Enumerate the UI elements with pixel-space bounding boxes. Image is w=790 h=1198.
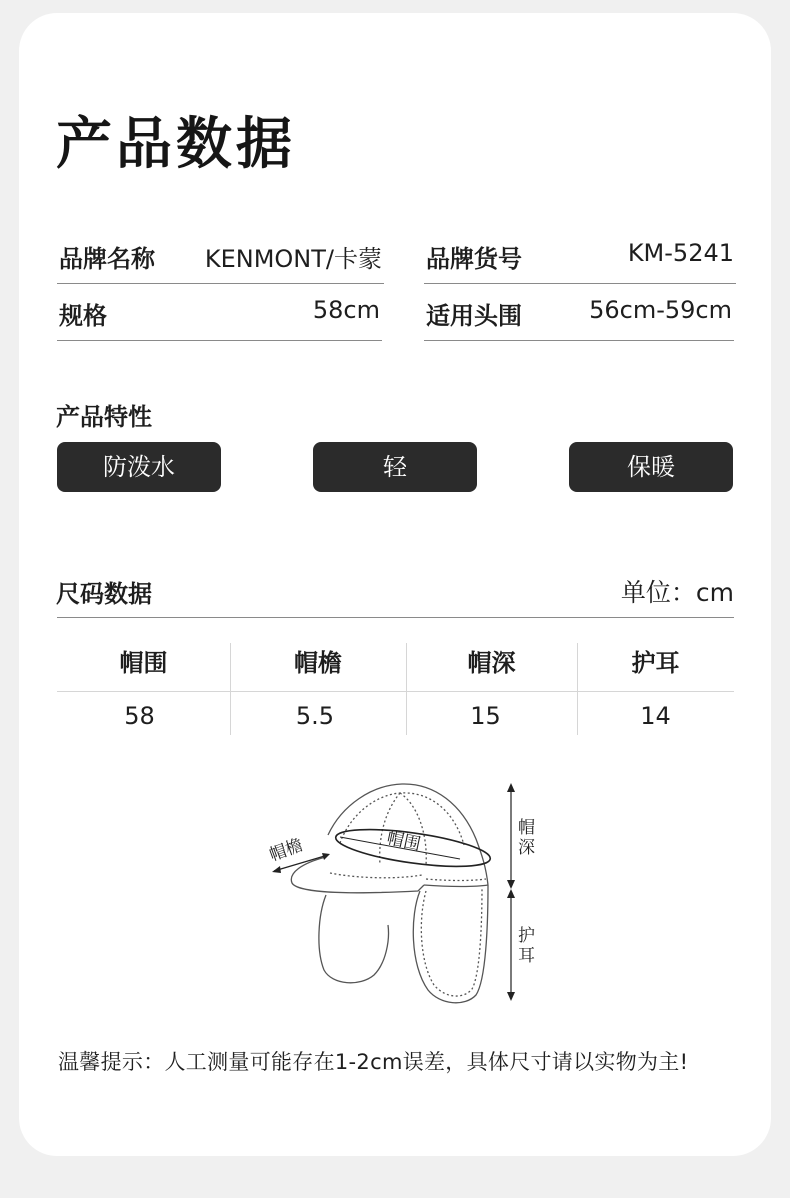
circumference-label: 帽围 — [384, 828, 423, 855]
divider — [57, 617, 734, 618]
ear-label: 护 — [518, 926, 535, 946]
size-title: 尺码数据 — [56, 580, 152, 608]
page-title: 产品数据 — [56, 112, 296, 177]
feature-tag-warm: 保暖 — [569, 442, 733, 492]
table-header: 护耳 — [631, 649, 680, 677]
features-title: 产品特性 — [56, 403, 152, 431]
spec-value: 58cm — [312, 296, 380, 324]
spec-size — [57, 286, 382, 341]
spec-brand-name — [57, 229, 384, 284]
spec-label: 品牌货号 — [426, 245, 522, 273]
divider — [57, 691, 734, 692]
spec-item-number — [424, 229, 736, 284]
spec-label: 适用头围 — [426, 302, 522, 330]
spec-label: 品牌名称 — [59, 245, 155, 273]
brim-label: 帽檐 — [266, 835, 306, 866]
size-unit: 单位：cm — [620, 578, 734, 607]
spec-head-circumference — [424, 286, 734, 341]
table-header: 帽深 — [467, 649, 516, 677]
table-header: 帽围 — [119, 649, 168, 677]
ear-label: 耳 — [518, 946, 535, 966]
spec-label: 规格 — [59, 302, 107, 330]
measurement-tip: 温馨提示：人工测量可能存在1-2cm误差，具体尺寸请以实物为主! — [58, 1050, 689, 1074]
table-cell: 5.5 — [295, 702, 335, 730]
hat-measurement-diagram — [250, 775, 550, 1010]
feature-tag-waterproof: 防泼水 — [57, 442, 221, 492]
depth-label: 深 — [518, 838, 535, 858]
table-header: 帽檐 — [294, 649, 342, 677]
spec-value: KM-5241 — [627, 239, 734, 267]
table-cell: 15 — [470, 702, 501, 730]
depth-label: 帽 — [518, 818, 535, 838]
spec-value: KENMONT/卡蒙 — [204, 245, 382, 273]
table-cell: 14 — [640, 702, 671, 730]
table-cell: 58 — [124, 702, 155, 730]
spec-value: 56cm-59cm — [589, 296, 732, 324]
feature-tag-light: 轻 — [313, 442, 477, 492]
